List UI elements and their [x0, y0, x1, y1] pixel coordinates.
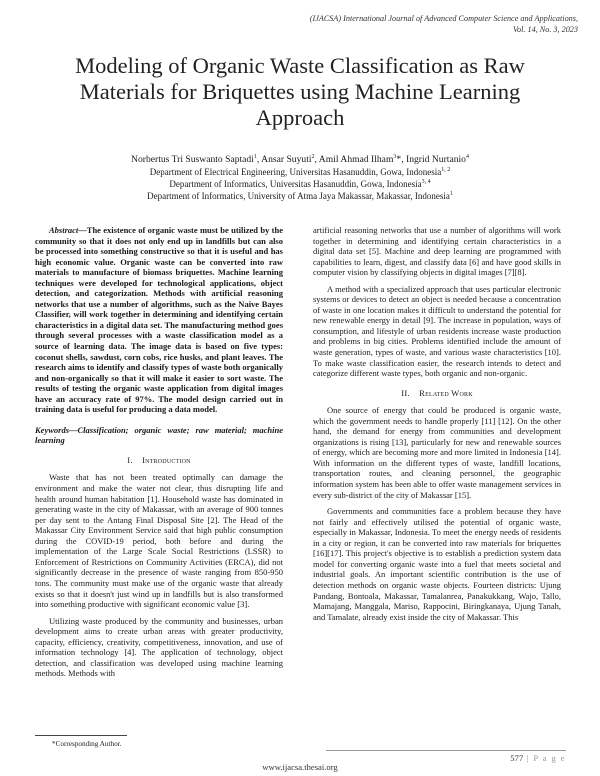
footer-url: www.ijacsa.thesai.org: [262, 762, 338, 772]
author-sup: 3: [393, 153, 397, 160]
page-label: | P a g e: [523, 753, 566, 763]
affiliation-text: Department of Informatics, University of Atma Jaya Makassar, Makassar, Indonesia: [147, 191, 450, 201]
author-sup: 2: [311, 153, 315, 160]
affiliation: [40, 191, 560, 202]
paragraph: A method with a specialized approach that uses particular electronic systems or devices to detect an object is needed because a concentration of waste in one location makes it difficult to understand the potential for new renewable energy in detail [9]. The increase in population, ways of consumption, and lifestyle of urban residents increase waste production and problems in big cities. Problems identified include the amount of waste generation, types of waste, and various waste characteristics [10]. To make waste classification easier, the research intends to detect and categorize different waste types, both organic and non-organic.: [313, 283, 561, 379]
abstract-text: —The existence of organic waste must be utilized by the community so that it does not only end up in landfills but can also be processed into something constructive so that it is useful and has high economic value. Organic waste can be converted into raw materials to manufacture of biomass briquettes. Machine learning techniques were developed for technological applications, object detection, and categorization. Methods with artificial reasoning networks that use a number of algorithms, such as the Naive Bayes Classifier, will work together in determining and identifying certain characteristics in a digital data set. The manufacturing method goes through several processes with a waste classification model as a source of learning data. The image data is based on five types: coconut shells, sawdust, corn cobs, rice husks, and plant leaves. The research aims to identify and classify types of waste both organically and non-organically so that it will make it easier to sort waste. The results of testing the organic waste application from digital images have an accuracy rate of 97%. The model design carried out in training data is useful for producing a data model.: [35, 225, 283, 415]
section-title: Related Work: [419, 387, 473, 398]
page-number-divider: [326, 750, 566, 751]
footnote-divider: [35, 735, 127, 736]
section-title: Introduction: [142, 454, 191, 465]
page-number-value: 577: [510, 753, 524, 763]
author-name: , Ansar Suyuti: [256, 154, 312, 165]
author-sup: 4: [465, 153, 469, 160]
affiliation: [40, 179, 560, 190]
paragraph: Governments and communities face a problem because they have not fairly and effectively utilised the potential of organic waste, especially in Makassar, Indonesia. To meet the energy needs of residents in a city or region, it can be converted into raw materials for briquettes [16][17]. This project's objective is to establish a prediction system data model for converting organic waste into a fuel that meets societal and industrial goals. An important scientific contribution is the use of detection methods on organic waste objects. Fourteen districts: Ujung Pandang, Bontoala, Makassar, Tamalanrea, Panakukkang, Wajo, Tallo, Mamajang, Manggala, Mariso, Rappocini, Biringkanaya, Ujung Tanah, and Tamalate, already exist inside the city of Makassar. This: [313, 506, 561, 622]
author-name: Norbertus Tri Suswanto Saptadi: [131, 154, 254, 165]
paragraph: Waste that has not been treated optimally can damage the environment and make the water not clear, thus disrupting life and health around human habitation [1]. Household waste has dominated in generating waste in the city of Makassar, with an average of 900 tonnes per day sent to the Antang Final Disposal Site [2]. The Head of the Makassar City Environment Service said that high public consumption during the COVID-19 period, both before and during the implementation of the Large Scale Social Restrictions (LSSR) to Enforcement of Restrictions on Community Activities (ERCA), did not significantly decrease in the presence of waste ranging from 850-950 tons. The community must make use of the organic waste that already exists so that it doesn't just wind up in landfills but is also transformed into something productive with significant economic value [3].: [35, 472, 283, 610]
affiliation-text: Department of Electrical Engineering, Universitas Hasanuddin, Gowa, Indonesia: [149, 167, 442, 177]
journal-volume: Vol. 14, No. 3, 2023: [512, 24, 578, 34]
footnote: *Corresponding Author.: [52, 740, 122, 748]
paragraph: artificial reasoning networks that use a number of algorithms will work together in determining and identifying certain characteristics in a digital data set [5]. Machine and deep learning are programmed with capabilities to learn, digest, and classify data [6] and have good skills in computer vision by classifying objects in digital images [7][8].: [313, 225, 561, 278]
paragraph: Utilizing waste produced by the community and businesses, urban development aims to create urban areas with greater productivity, capacity, efficiency, creativity, competitiveness, innovation, and use of information technology [4]. The application of technology, object detection, and classification was developed using machine learning methods. Methods with: [35, 615, 283, 679]
author-sup: 1: [253, 153, 257, 160]
author-list: [40, 154, 560, 166]
affiliation: [40, 167, 560, 178]
section-heading-introduction: [35, 455, 283, 466]
journal-header: [238, 14, 578, 35]
journal-name: (IJACSA) International Journal of Advanced Computer Science and Applications,: [309, 14, 578, 23]
paragraph: One source of energy that could be produced is organic waste, which the government needs to handle properly [11] [12]. On the other hand, the demand for energy from communities and development organizations is rising [13], particularly for new and renewable sources of energy, which are becoming more and more limited in Indonesia [14]. With information on the different types of waste, landfill locations, transportation routes, and cleaning personnel, the geographic information system has been able to offer waste management services in every sub-district of the city of Makassar [15].: [313, 405, 561, 500]
section-heading-related-work: [313, 388, 561, 399]
right-column: [313, 225, 561, 628]
affiliation-sup: 3, 4: [421, 179, 431, 185]
keywords: Keywords—Classification; organic waste; raw material; machine learning: [35, 424, 283, 446]
author-name: , Amil Ahmad Ilham: [314, 154, 394, 165]
abstract-label: Abstract: [49, 225, 79, 235]
paper-title: Modeling of Organic Waste Classification as Raw Materials for Briquettes using Machine Learning Approach: [75, 53, 525, 130]
author-name: , Ingrid Nurtanio: [401, 154, 466, 165]
affiliation-text: Department of Informatics, Universitas Hasanuddin, Gowa, Indonesia: [169, 179, 422, 189]
left-column: [35, 225, 283, 685]
section-number: I.: [127, 454, 133, 465]
affiliation-sup: 1: [449, 191, 453, 197]
abstract: [35, 225, 283, 415]
section-number: II.: [401, 387, 410, 398]
corresponding-star: *: [396, 154, 402, 165]
affiliation-sup: 1, 2: [441, 167, 451, 173]
